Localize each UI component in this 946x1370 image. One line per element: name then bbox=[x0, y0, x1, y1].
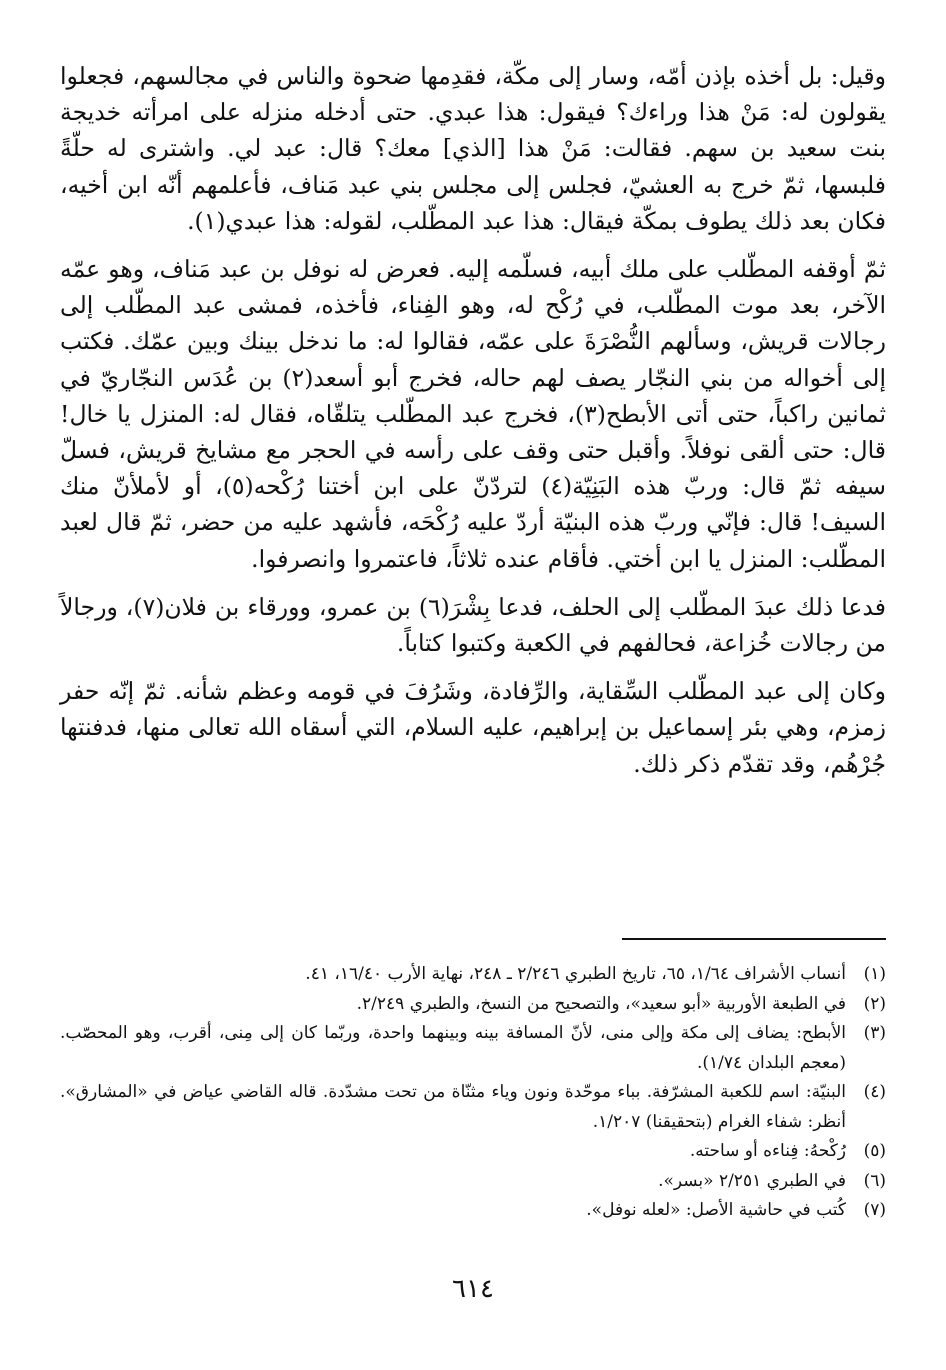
footnote-text: البنيّة: اسم للكعبة المشرّفة. بباء موحّدة ونون وياء مثنّاة من تحت مشدّدة. قاله القاضي عياض في «المشارق». أنظر: شفاء الغرام (بتحقيقنا) ١/٢٠٧. bbox=[60, 1082, 846, 1132]
paragraph: وقيل: بل أخذه بإذن أمّه، وسار إلى مكّة، فقدِمها ضحوة والناس في مجالسهم، فجعلوا يقولون له: مَنْ هذا وراءك؟ فيقول: هذا عبدي. حتى أدخله منزله على امرأته خديجة بنت سعيد بن سهم. فقالت: مَنْ هذا [الذي] معك؟ قال: عبد لي. واشترى له حلّةً فلبسها، ثمّ خرج به العشيّ، فجلس إلى مجلس بني عبد مَناف، فأعلمهم أنّه ابن أخيه، فكان بعد ذلك يطوف بمكّة فيقال: هذا عبد المطّلب، لقوله: هذا عبدي(١). bbox=[60, 62, 886, 235]
footnote-divider bbox=[622, 938, 886, 940]
paragraph: وكان إلى عبد المطّلب السِّقاية، والرِّفادة، وشَرُفَ في قومه وعظم شأنه. ثمّ إنّه حفر زمزم، وهي بئر إسماعيل بن إبراهيم، عليه السلام، التي أسقاه الله تعالى منها، فدفنتها جُرْهُم، وقد تقدّم ذكر ذلك. bbox=[60, 677, 886, 778]
footnote-number: (٢) bbox=[863, 993, 886, 1014]
footnote bbox=[60, 1078, 886, 1137]
footnotes bbox=[60, 960, 886, 1226]
footnote bbox=[60, 1019, 886, 1078]
footnote-number: (٥) bbox=[863, 1141, 886, 1161]
footnote-number: (٤) bbox=[863, 1082, 886, 1102]
paragraph: فدعا ذلك عبدَ المطّلب إلى الحلف، فدعا بِشْرَ(٦) بن عمرو، وورقاء بن فلان(٧)، ورجالاً من رجالات خُزاعة، فحالفهم في الكعبة وكتبوا كتاباً. bbox=[60, 592, 886, 658]
footnote-number: (٧) bbox=[863, 1200, 886, 1220]
footnote bbox=[60, 1137, 886, 1167]
footnote bbox=[60, 1196, 886, 1226]
paragraph: ثمّ أوقفه المطّلب على ملك أبيه، فسلّمه إليه. فعرض له نوفل بن عبد مَناف، وهو عمّه الآخر، بعد موت المطّلب، في رُكْح له، وهو الفِناء، فأخذه، فمشى عبد المطّلب إلى رجالات قريش، وسألهم النُّصْرَةَ على عمّه، فقالوا له: ما ندخل بينك وبين عمّك. فكتب إلى أخواله من بني النجّار يصف لهم حاله، فخرج أبو أسعد(٢) بن عُدَس النجّاريّ في ثمانين راكباً، حتى أتى الأبطح(٣)، فخرج عبد المطّلب يتلقّاه، فقال له: المنزل يا خال! قال: حتى ألقى نوفلاً. وأقبل حتى وقف على رأسه في الحجر مع مشايخ قريش، فسلّ سيفه ثمّ قال: وربّ هذه البَنِيّة(٤) لتردّنّ على ابن أختنا رُكْحه(٥)، أو لأملأنّ منك السيف! قال: فإنّي وربّ هذه البنيّة أردّ عليه رُكْحَه، فأشهد عليه من حضر، ثمّ قال لعبد المطّلب: المنزل يا ابن أختي. فأقام عنده ثلاثاً، فاعتمروا وانصرفوا. bbox=[60, 255, 886, 573]
footnote-number: (٣) bbox=[863, 1023, 886, 1043]
main-text bbox=[60, 58, 886, 794]
footnote-text: أنساب الأشراف ١/٦٤، ٦٥، تاريخ الطبري ٢/٢٤٦ ـ ٢٤٨، نهاية الأرب ١٦/٤٠، ٤١. bbox=[305, 964, 846, 984]
footnote bbox=[60, 1167, 886, 1197]
footnote-text: رُكْحهُ: فِناءه أو ساحته. bbox=[689, 1141, 846, 1161]
footnote-number: (١) bbox=[863, 964, 886, 984]
footnote bbox=[60, 960, 886, 990]
footnote-text: كُتب في حاشية الأصل: «لعله نوفل». bbox=[586, 1200, 846, 1220]
footnote-number: (٦) bbox=[863, 1170, 886, 1191]
footnote-text: في الطبري ٢/٢٥١ «بسر». bbox=[658, 1170, 846, 1191]
footnote bbox=[60, 990, 886, 1020]
footnote-text: الأبطح: يضاف إلى مكة وإلى منى، لأنّ المسافة بينه وبينهما واحدة، وربّما كان إلى مِنى، أقرب، وهو المحصّب. (معجم البلدان ١/٧٤). bbox=[60, 1023, 846, 1073]
page-number: ٦١٤ bbox=[452, 1274, 494, 1304]
footnote-text: في الطبعة الأوربية «أبو سعيد»، والتصحيح من النسخ، والطبري ٢/٢٤٩. bbox=[356, 993, 846, 1014]
